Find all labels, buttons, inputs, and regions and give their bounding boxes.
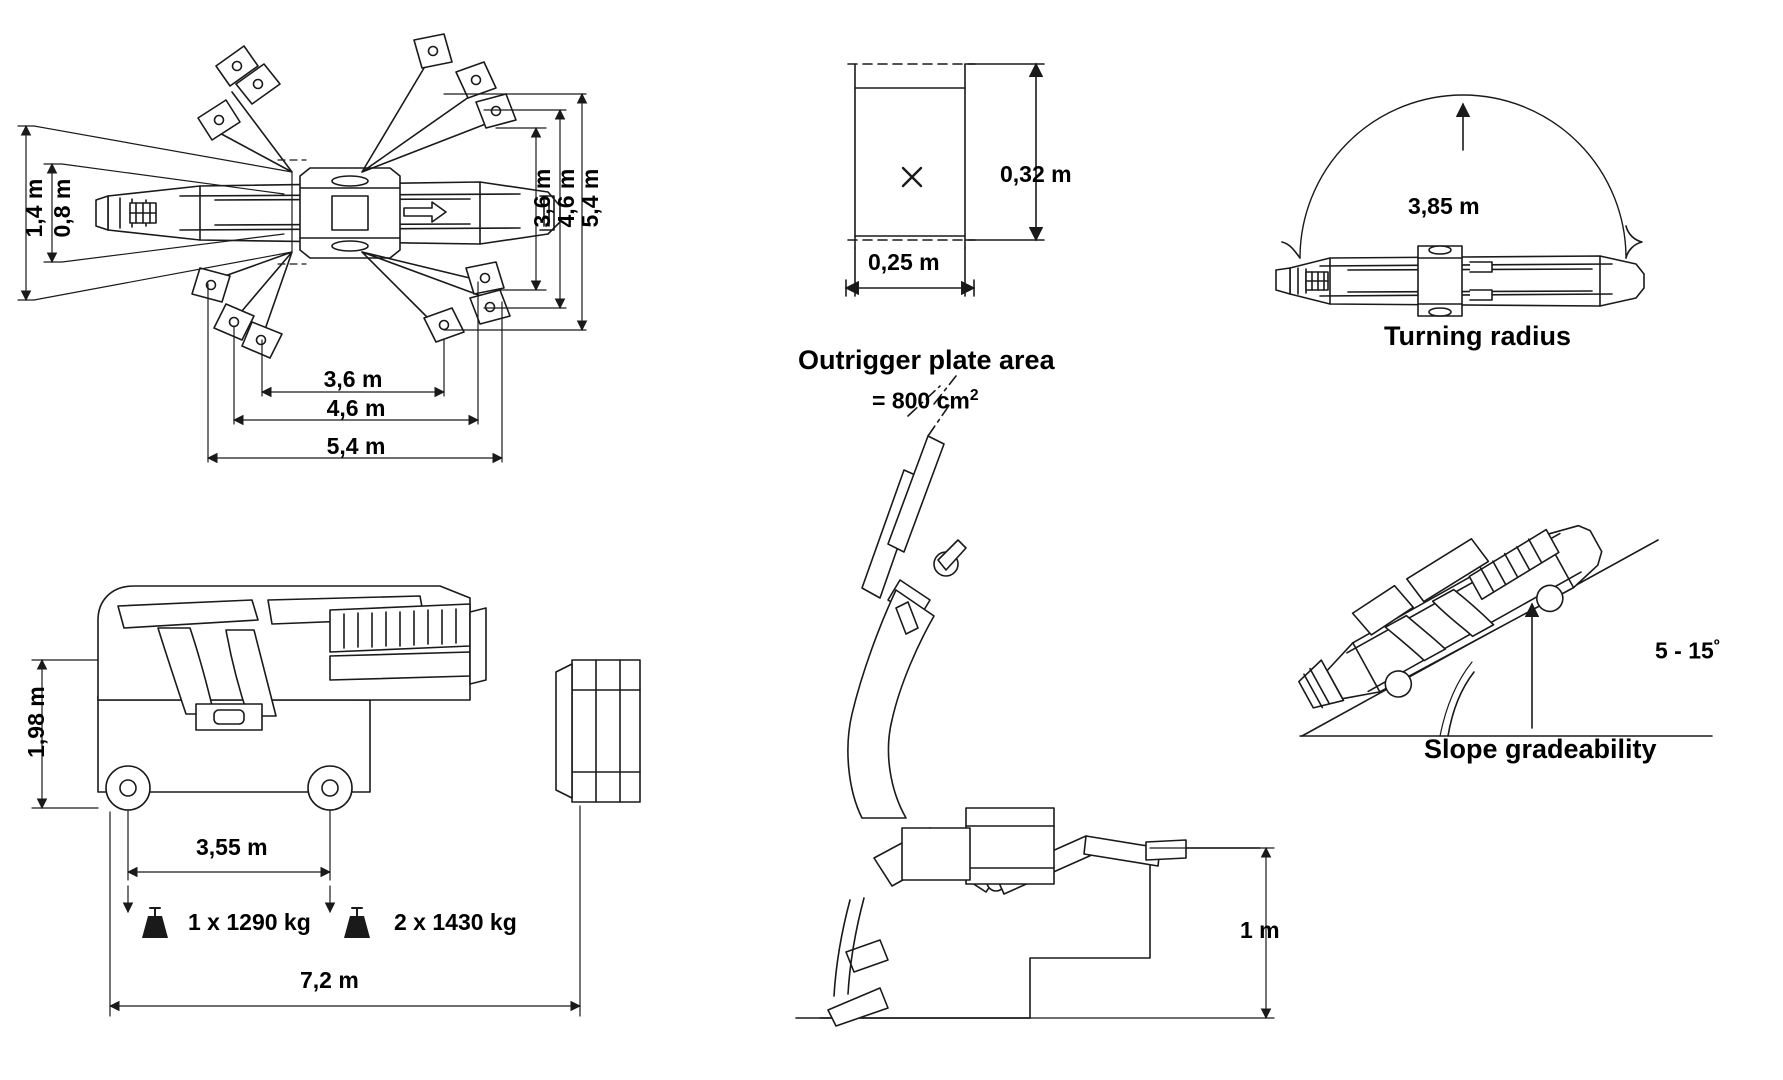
footprint-bottom-dim-4-6m: 4,6 m <box>326 395 386 421</box>
plate-area-value: = 800 cm <box>872 387 970 414</box>
side-view-machine <box>98 586 640 810</box>
footprint-right-dim-3-6m: 3,6 m <box>528 168 555 228</box>
plate-area-unit: 2 <box>969 387 979 404</box>
side-view-total-length: 7,2 m <box>300 967 359 993</box>
side-view-load-front: 1 x 1290 kg <box>188 909 311 935</box>
footprint-right-dim-5-4m: 5,4 m <box>576 168 603 228</box>
footprint-machine-body <box>96 168 560 258</box>
turning-radius-value: 3,85 m <box>1408 193 1480 219</box>
slope-angle-label <box>1655 638 1720 663</box>
plate-height-label: 0,32 m <box>1000 161 1072 187</box>
footprint-right-dim-4-6m: 4,6 m <box>552 168 579 228</box>
plate-area-label <box>872 388 979 413</box>
side-view-height-label: 1,98 m <box>22 686 49 758</box>
side-view-load-rear: 2 x 1430 kg <box>394 909 517 935</box>
footprint-bottom-dim-5-4m: 5,4 m <box>326 433 386 459</box>
slope-angle-value: 5 - 15 <box>1655 637 1714 664</box>
footprint-bottom-dim-3-6m: 3,6 m <box>323 366 383 392</box>
plate-width-label: 0,25 m <box>868 249 940 275</box>
slope-drawing <box>1279 487 1712 737</box>
side-view-wheelbase-label: 3,55 m <box>196 834 268 860</box>
slope-caption: Slope gradeability <box>1424 734 1657 764</box>
footprint-dim-1-4m: 1,4 m <box>20 178 47 238</box>
plate-caption: Outrigger plate area <box>798 345 1055 375</box>
stair-dimension <box>1030 848 1274 1018</box>
footprint-dim-0-8m: 0,8 m <box>48 178 75 238</box>
stair-climb-drawing <box>796 376 1260 1026</box>
slope-angle-unit: º <box>1713 637 1720 654</box>
stair-step-height-label: 1 m <box>1240 917 1280 943</box>
turning-radius-caption: Turning radius <box>1384 321 1571 351</box>
